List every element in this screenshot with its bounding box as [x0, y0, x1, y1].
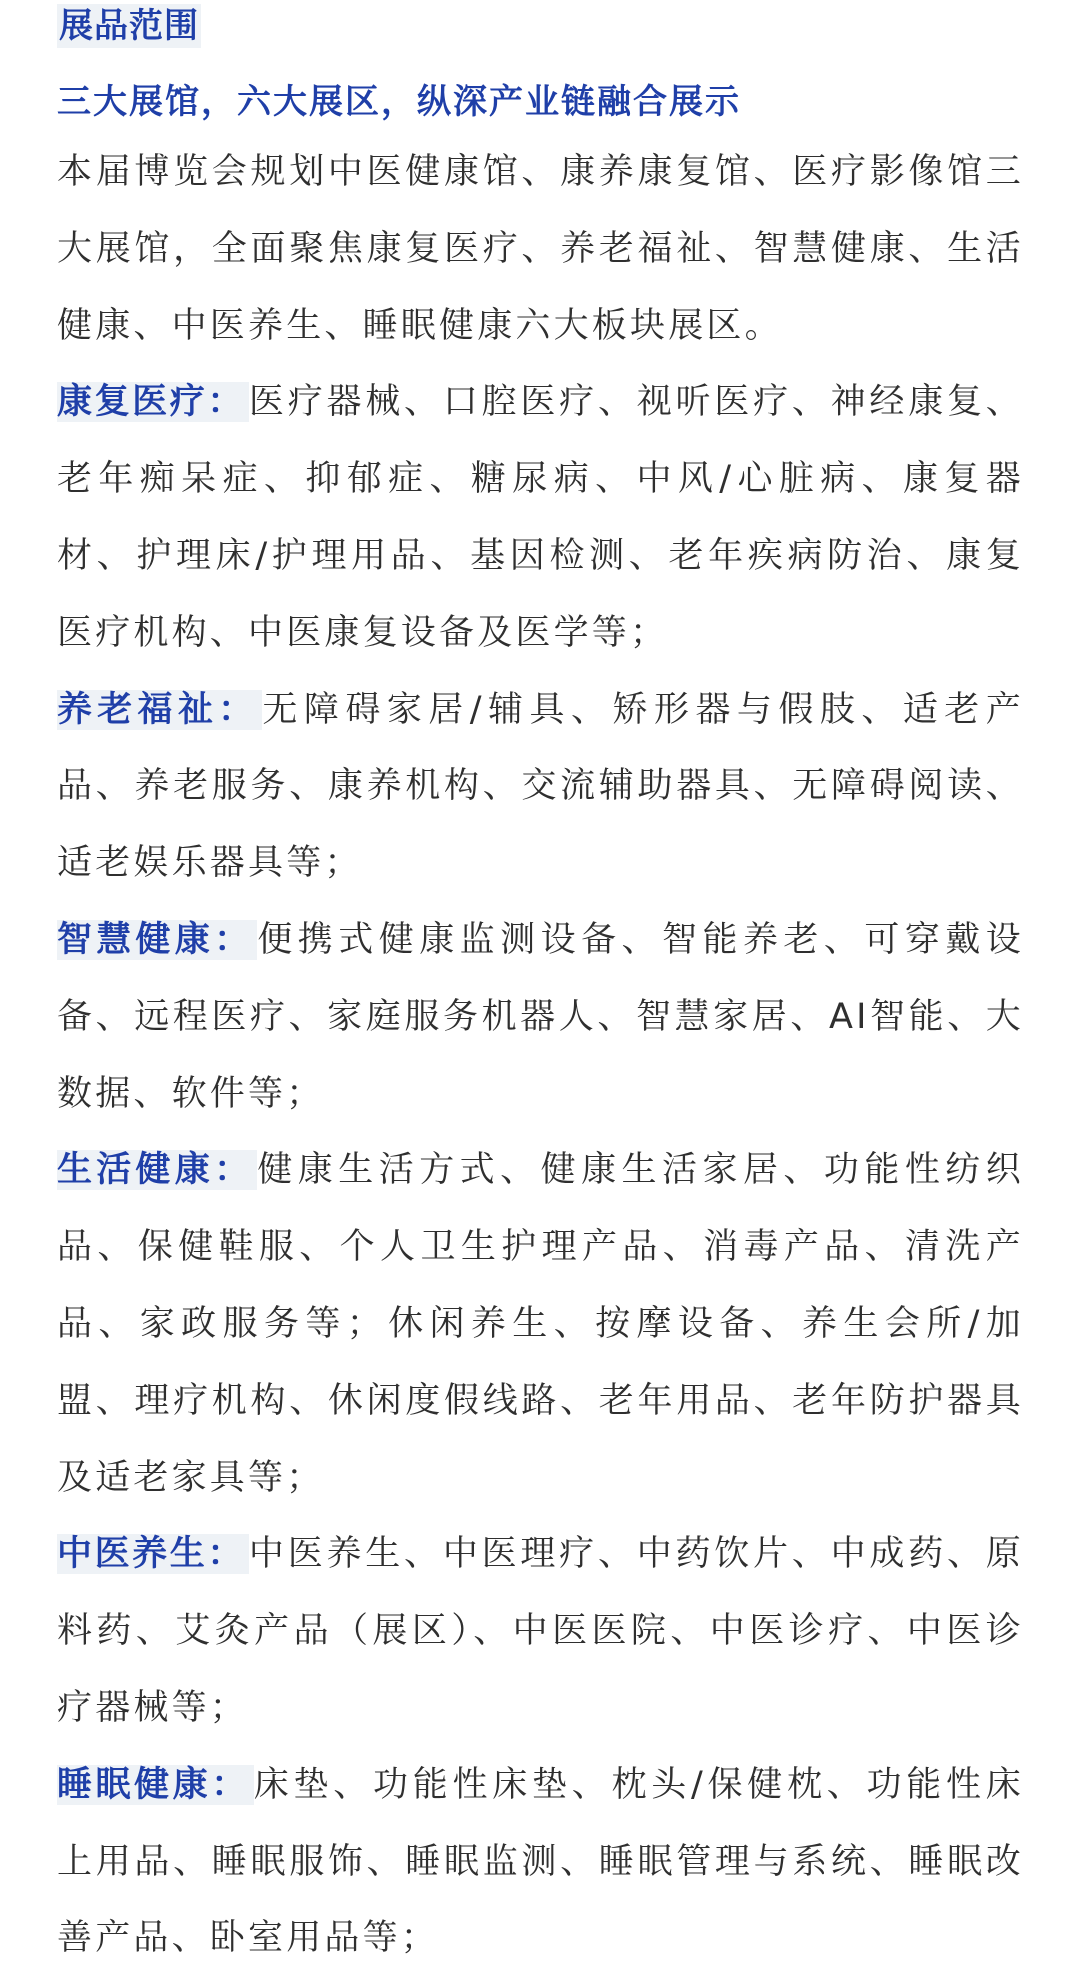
category-text: 健康生活方式、健康生活家居、功能性纺织品、保健鞋服、个人卫生护理产品、消毒产品、清洗产品、家政服务等；休闲养生、按摩设备、养生会所/加盟、理疗机构、休闲度假线路、老年用品、老年防护器具及适老家具等； — [57, 1150, 1024, 1498]
category-label: 睡眠健康： — [57, 1765, 254, 1805]
category-label: 中医养生： — [57, 1534, 249, 1574]
category-text: 床垫、功能性床垫、枕头/保健枕、功能性床上用品、睡眠服饰、睡眠监测、睡眠管理与系统、睡眠改善产品、卧室用品等； — [57, 1764, 1024, 1959]
category-sleep-health — [57, 1747, 1024, 1977]
category-rehab-medical — [57, 364, 1024, 671]
subtitle: 三大展馆，六大展区，纵深产业链融合展示 — [57, 82, 741, 122]
category-life-health — [57, 1132, 1024, 1516]
category-text: 中医养生、中医理疗、中药饮片、中成药、原料药、艾灸产品（展区）、中医医院、中医诊疗、中医诊疗器械等； — [57, 1534, 1024, 1728]
category-text: 医疗器械、口腔医疗、视听医疗、神经康复、老年痴呆症、抑郁症、糖尿病、中风/心脏病、康复器材、护理床/护理用品、基因检测、老年疾病防治、康复医疗机构、中医康复设备及医学等； — [57, 382, 1024, 653]
category-label: 康复医疗： — [57, 382, 249, 422]
intro-paragraph: 本届博览会规划中医健康馆、康养康复馆、医疗影像馆三大展馆，全面聚焦康复医疗、养老福祉、智慧健康、生活健康、中医养生、睡眠健康六大板块展区。 — [57, 152, 1024, 346]
category-text: 无障碍家居/辅具、矫形器与假肢、适老产品、养老服务、康养机构、交流辅助器具、无障碍阅读、适老娱乐器具等； — [57, 689, 1024, 884]
category-label: 生活健康： — [57, 1150, 257, 1190]
category-label: 养老福祉： — [57, 690, 262, 730]
category-label: 智慧健康： — [57, 920, 257, 960]
category-tcm-wellness — [57, 1516, 1024, 1746]
category-elderly-welfare — [57, 672, 1024, 902]
section-title: 展品范围 — [59, 6, 199, 46]
category-smart-health — [57, 902, 1024, 1132]
category-text: 便携式健康监测设备、智能养老、可穿戴设备、远程医疗、家庭服务机器人、智慧家居、AI智能、大数据、软件等； — [57, 919, 1024, 1114]
